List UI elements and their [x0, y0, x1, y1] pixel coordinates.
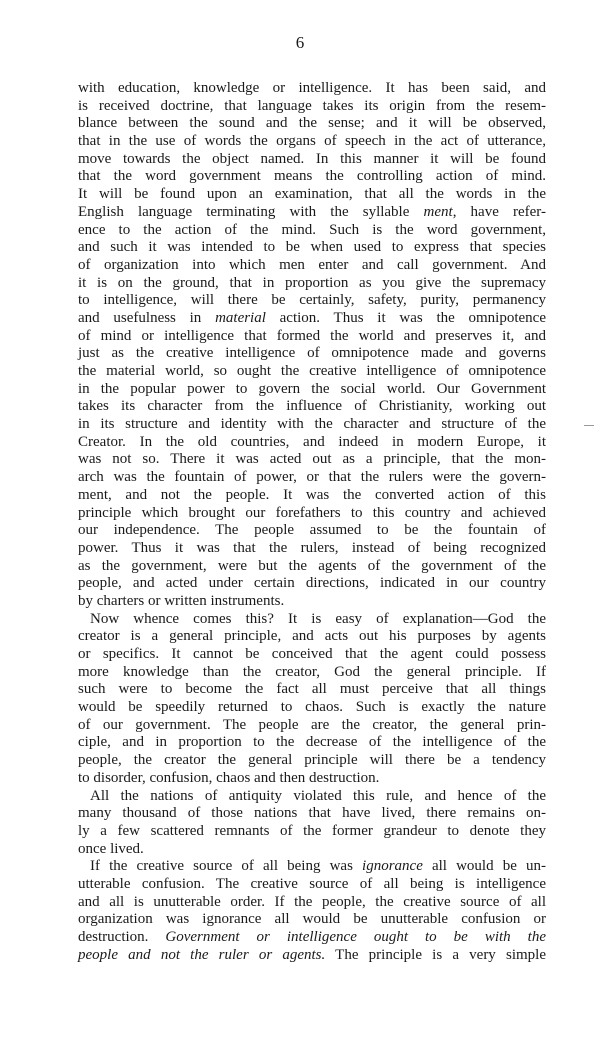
- text-line: destruction. Government or intelligence ought to be with the: [78, 929, 546, 945]
- text-line: with education, knowledge or intelligence. It has been said, and: [78, 80, 546, 96]
- italic-text: Government or intelligence ought to be with the: [165, 929, 546, 945]
- text-line: and such it was intended to be when used to express that species: [78, 239, 546, 256]
- paragraph: [78, 858, 546, 964]
- text-line: to disorder, confusion, chaos and then destruction.: [78, 769, 380, 786]
- paragraph: [78, 788, 546, 859]
- text-line: our independence. The people assumed to be the fountain of: [78, 522, 546, 539]
- text-line: power. Thus it was that the rulers, instead of being recognized: [78, 539, 546, 556]
- text-line: was not so. There it was acted out as a principle, that the mon-: [78, 451, 546, 468]
- paragraph: [78, 611, 546, 788]
- italic-text: ment: [423, 203, 453, 220]
- text-line: takes its character from the influence of Christianity, working out: [78, 398, 546, 415]
- text-line: ment, and not the people. It was the converted action of this: [78, 486, 546, 503]
- text-line: English language terminating with the syllable ment, have refer-: [78, 203, 546, 220]
- text-line: just as the creative intelligence of omnipotence made and governs: [78, 345, 546, 362]
- text-line: people, the creator the general principle will there be a tendency: [78, 752, 546, 769]
- text-line: it is on the ground, that in proportion as you give the supremacy: [78, 274, 546, 291]
- text-line: creator is a general principle, and acts out his purposes by agents: [78, 628, 546, 645]
- text-line: and usefulness in material action. Thus it was the omnipotence: [78, 309, 546, 326]
- margin-mark: [584, 425, 594, 426]
- text-line: once lived.: [78, 840, 144, 857]
- text-line: people and not the ruler or agents. The principle is a very simple: [78, 946, 546, 963]
- text-line: or specifics. It cannot be conceived that the agent could possess: [78, 646, 546, 662]
- text-line: arch was the fountain of power, or that the rulers were the govern-: [78, 469, 546, 486]
- text-line: in its structure and identity with the character and structure of the: [78, 416, 546, 433]
- text-line: utterable confusion. The creative source of all being is intelligence: [78, 875, 546, 892]
- text-line: of organization into which men enter and call government. And: [78, 256, 546, 273]
- text-line: as the government, were but the agents of the government of the: [78, 557, 546, 574]
- text-line: principle which brought our forefathers to this country and achieved: [78, 504, 546, 521]
- text-line: in the popular power to govern the social world. Our Government: [78, 380, 546, 397]
- text-line: ly a few scattered remnants of the former grandeur to denote they: [78, 822, 546, 839]
- italic-text: material: [215, 309, 266, 326]
- text-line: would be speedily returned to chaos. Such is exactly the nature: [78, 699, 546, 716]
- text-line: many thousand of those nations that have lived, there remains on-: [78, 805, 546, 822]
- page-number: 6: [295, 33, 305, 52]
- text-line: It will be found upon an examination, that all the words in the: [78, 186, 546, 203]
- italic-text: people and not the ruler or agents.: [78, 946, 326, 963]
- text-line: more knowledge than the creator, God the general principle. If: [78, 663, 546, 680]
- text-line: of mind or intelligence that formed the world and preserves it, and: [78, 327, 546, 344]
- text-line: such were to become the fact all must perceive that all things: [78, 681, 546, 698]
- text-line: to intelligence, will there be certainly, safety, purity, permanency: [78, 292, 546, 309]
- paragraph: [78, 80, 546, 611]
- text-line: and all is unutterable order. If the people, the creative source of all: [78, 893, 546, 910]
- text-line: that in the use of words the organs of speech in the act of utterance,: [78, 133, 546, 150]
- text-line: All the nations of antiquity violated this rule, and hence of the: [90, 787, 546, 804]
- text-line: is received doctrine, that language takes its origin from the resem-: [78, 97, 546, 114]
- text-line: that the word government means the controlling action of mind.: [78, 168, 546, 185]
- text-line: Now whence comes this? It is easy of explanation—God the: [90, 610, 546, 627]
- text-line: by charters or written instruments.: [78, 592, 285, 609]
- text-line: of our government. The people are the creator, the general prin-: [78, 716, 546, 733]
- text-line: blance between the sound and the sense; and it will be observed,: [78, 115, 546, 132]
- text-line: move towards the object named. In this manner it will be found: [78, 150, 546, 167]
- text-line: ciple, and in proportion to the decrease of the intelligence of the: [78, 734, 546, 751]
- body-text: [78, 80, 546, 964]
- text-line: people, and acted under certain directions, indicated in our country: [78, 575, 546, 592]
- text-line: Creator. In the old countries, and indeed in modern Europe, it: [78, 433, 546, 450]
- text-line: If the creative source of all being was ignorance all would be un-: [90, 858, 546, 875]
- text-line: organization was ignorance all would be unutterable confusion or: [78, 911, 546, 928]
- text-line: ence to the action of the mind. Such is the word government,: [78, 221, 546, 238]
- text-line: the material world, so ought the creative intelligence of omnipotence: [78, 363, 546, 379]
- italic-text: ignorance: [362, 858, 423, 875]
